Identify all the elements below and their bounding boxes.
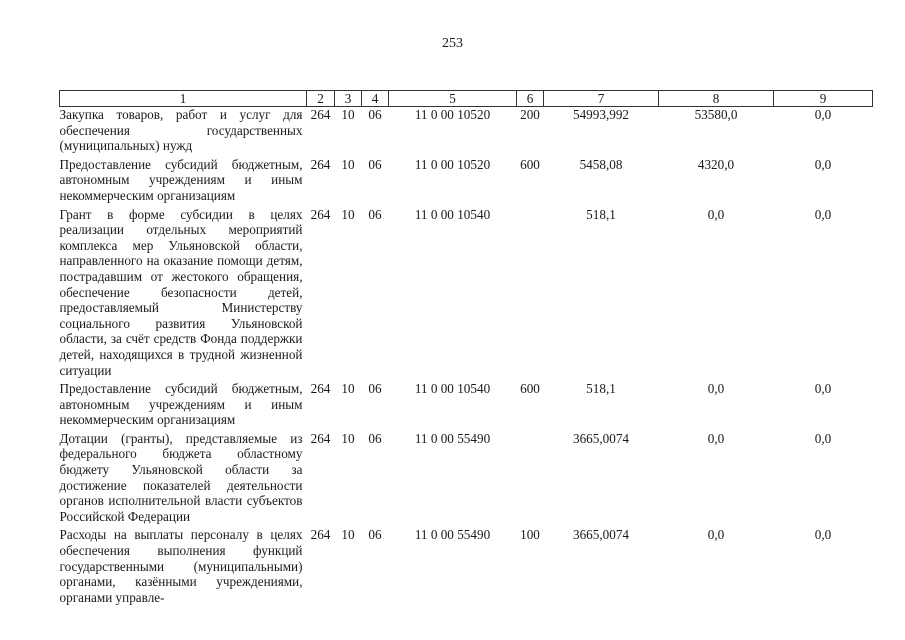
table-row — [60, 207, 873, 382]
row-amount-7: 3665,0074 — [572, 527, 630, 543]
column-header-7: 7 — [544, 91, 659, 107]
row-target-code: 11 0 00 10520 — [414, 156, 491, 172]
row-target-code: 11 0 00 55490 — [414, 527, 491, 543]
column-header-5: 5 — [389, 91, 517, 107]
row-expense-type: 100 — [520, 527, 540, 543]
row-amount-7: 518,1 — [586, 206, 616, 222]
column-header-1: 1 — [60, 91, 307, 107]
row-ministry-code: 264 — [310, 430, 331, 446]
column-header-8: 8 — [659, 91, 774, 107]
row-amount-7: 518,1 — [586, 381, 616, 397]
row-subsection-code: 06 — [368, 206, 382, 222]
row-section-code: 10 — [341, 206, 355, 222]
row-amount-8: 4320,0 — [697, 156, 735, 172]
row-amount-9: 0,0 — [814, 156, 832, 172]
row-subsection-code: 06 — [368, 107, 382, 122]
column-header-9: 9 — [774, 91, 873, 107]
row-target-code: 11 0 00 10540 — [414, 206, 491, 222]
page-number: 253 — [442, 36, 463, 51]
row-subsection-code: 06 — [368, 527, 382, 543]
row-target-code: 11 0 00 55490 — [414, 430, 491, 446]
row-ministry-code: 264 — [310, 107, 331, 122]
column-header-3: 3 — [335, 91, 362, 107]
row-ministry-code: 264 — [310, 381, 331, 397]
column-header-2: 2 — [307, 91, 335, 107]
row-ministry-code: 264 — [310, 527, 331, 543]
table-row — [60, 527, 873, 608]
row-subsection-code: 06 — [368, 156, 382, 172]
row-amount-8: 0,0 — [707, 206, 725, 222]
row-description: Предоставление субсидий бюджетным, автономным учреждениям и иным некоммерческим организациям — [59, 381, 303, 428]
row-expense-type: 600 — [520, 156, 540, 172]
row-amount-7: 54993,992 — [572, 107, 630, 122]
row-section-code: 10 — [341, 107, 355, 122]
row-description: Грант в форме субсидии в целях реализации отдельных мероприятий комплекса мер Ульяновской области, направленного на оказание помощи детям, пострадавшим от жестокого обращения, обеспечение безопасности детей, предоставляемый Министерству социального развития Ульяновской области, за счёт средств Фонда поддержки детей, находящихся в трудной жизненной ситуации — [59, 206, 303, 378]
row-amount-9: 0,0 — [814, 381, 832, 397]
column-header-4: 4 — [362, 91, 389, 107]
row-description: Предоставление субсидий бюджетным, автономным учреждениям и иным некоммерческим организациям — [59, 156, 303, 203]
row-amount-9: 0,0 — [814, 430, 832, 446]
row-amount-8: 0,0 — [707, 527, 725, 543]
row-amount-8: 0,0 — [707, 430, 725, 446]
table-row — [60, 107, 873, 157]
table-row — [60, 431, 873, 528]
row-expense-type: 600 — [520, 381, 540, 397]
row-amount-7: 3665,0074 — [572, 430, 630, 446]
row-section-code: 10 — [341, 527, 355, 543]
row-amount-8: 0,0 — [707, 381, 725, 397]
row-description: Закупка товаров, работ и услуг для обеспечения государственных (муниципальных) нужд — [59, 107, 303, 154]
header-row — [60, 91, 873, 107]
row-ministry-code: 264 — [310, 156, 331, 172]
row-description: Расходы на выплаты персоналу в целях обеспечения выполнения функций государственными (муниципальными) органами, казёнными учреждениями, органами управле- — [59, 527, 303, 605]
row-target-code: 11 0 00 10540 — [414, 381, 491, 397]
column-header-6: 6 — [517, 91, 544, 107]
row-amount-9: 0,0 — [814, 107, 832, 122]
row-section-code: 10 — [341, 430, 355, 446]
row-section-code: 10 — [341, 381, 355, 397]
row-expense-type: 200 — [520, 107, 540, 122]
table-row — [60, 381, 873, 431]
row-description: Дотации (гранты), представляемые из федерального бюджета областному бюджету Ульяновской области за достижение показателей деятельности органов исполнительной власти субъектов Российской Федерации — [59, 430, 303, 524]
row-ministry-code: 264 — [310, 206, 331, 222]
row-target-code: 11 0 00 10520 — [414, 107, 491, 122]
row-amount-8: 53580,0 — [694, 107, 738, 122]
row-expense-type — [517, 431, 544, 528]
table-row — [60, 157, 873, 207]
row-subsection-code: 06 — [368, 430, 382, 446]
row-amount-9: 0,0 — [814, 527, 832, 543]
table-body — [60, 107, 873, 609]
row-amount-9: 0,0 — [814, 206, 832, 222]
row-amount-7: 5458,08 — [579, 156, 623, 172]
budget-table — [59, 90, 873, 608]
row-section-code: 10 — [341, 156, 355, 172]
row-expense-type — [517, 207, 544, 382]
table-header — [60, 91, 873, 107]
row-subsection-code: 06 — [368, 381, 382, 397]
